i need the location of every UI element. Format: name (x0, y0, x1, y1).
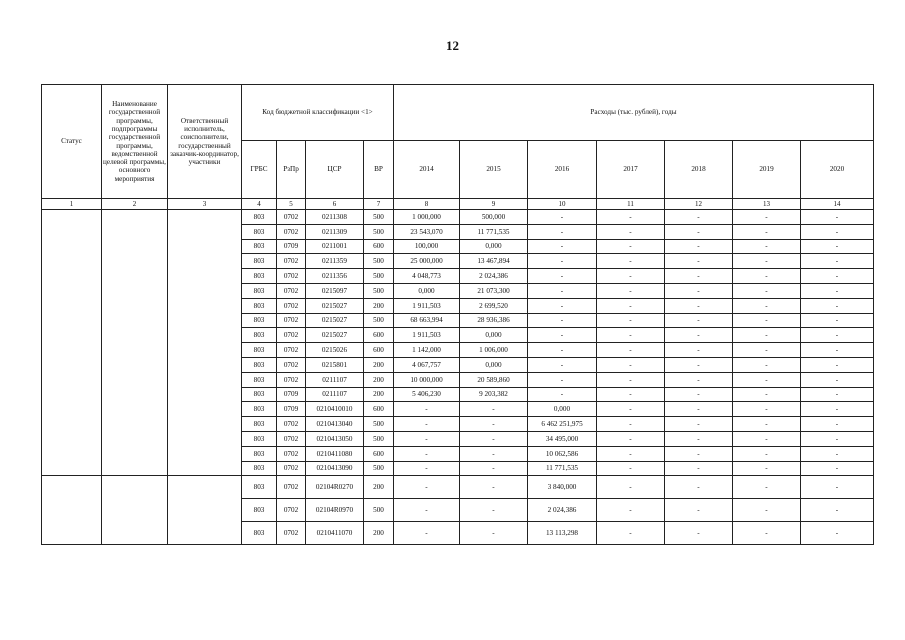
cell-y2020: - (801, 343, 874, 358)
cell-y2020: - (801, 372, 874, 387)
cell-csr: 02104R0970 (306, 499, 364, 522)
cell-rzpr: 0709 (277, 387, 306, 402)
cell-y2017: - (597, 254, 665, 269)
cell-csr: 0215027 (306, 298, 364, 313)
cell-y2018: - (665, 343, 733, 358)
cell-y2017: - (597, 402, 665, 417)
cell-y2014: 100,000 (394, 239, 460, 254)
cell-vr: 600 (364, 328, 394, 343)
cell-csr: 0210411070 (306, 522, 364, 545)
cell-y2014: 4 067,757 (394, 357, 460, 372)
header-name: Наименование государственной программы, подпрограммы государственной программы, ведомственной целевой программы, основного мероприятия (102, 85, 168, 199)
cell-y2015: 0,000 (460, 328, 528, 343)
cell-y2018: - (665, 446, 733, 461)
cell-y2018: - (665, 372, 733, 387)
cell-y2015: 500,000 (460, 210, 528, 225)
cell-y2015: 2 024,386 (460, 269, 528, 284)
cell-y2014: 1 142,000 (394, 343, 460, 358)
cell-y2014: - (394, 522, 460, 545)
cell-vr: 600 (364, 446, 394, 461)
cell-vr: 500 (364, 269, 394, 284)
group2-merged-cell (42, 476, 102, 545)
cell-rzpr: 0702 (277, 476, 306, 499)
column-number: 3 (168, 199, 242, 210)
cell-vr: 500 (364, 461, 394, 476)
cell-y2017: - (597, 461, 665, 476)
cell-csr: 0215027 (306, 313, 364, 328)
cell-y2018: - (665, 328, 733, 343)
header-vr: ВР (364, 141, 394, 199)
cell-grbs: 803 (242, 343, 277, 358)
cell-y2020: - (801, 254, 874, 269)
cell-csr: 0211107 (306, 372, 364, 387)
cell-rzpr: 0702 (277, 269, 306, 284)
cell-y2016: 13 113,298 (528, 522, 597, 545)
header-year: 2020 (801, 141, 874, 199)
cell-y2018: - (665, 298, 733, 313)
cell-csr: 0210413040 (306, 417, 364, 432)
header-rzpr: РзПр (277, 141, 306, 199)
cell-y2019: - (733, 239, 801, 254)
cell-csr: 0215801 (306, 357, 364, 372)
cell-y2014: 5 406,230 (394, 387, 460, 402)
cell-y2019: - (733, 343, 801, 358)
cell-vr: 600 (364, 239, 394, 254)
cell-rzpr: 0709 (277, 239, 306, 254)
cell-y2020: - (801, 224, 874, 239)
page-number: 12 (446, 38, 459, 53)
column-number: 10 (528, 199, 597, 210)
cell-y2015: 0,000 (460, 357, 528, 372)
cell-csr: 0215027 (306, 328, 364, 343)
cell-vr: 500 (364, 417, 394, 432)
cell-y2019: - (733, 210, 801, 225)
header-budget-code: Код бюджетной классификации <1> (242, 85, 394, 141)
cell-y2019: - (733, 446, 801, 461)
cell-vr: 600 (364, 402, 394, 417)
cell-grbs: 803 (242, 298, 277, 313)
cell-y2015: - (460, 402, 528, 417)
cell-grbs: 803 (242, 372, 277, 387)
cell-y2020: - (801, 239, 874, 254)
cell-y2020: - (801, 269, 874, 284)
cell-vr: 600 (364, 343, 394, 358)
cell-y2015: 21 073,300 (460, 283, 528, 298)
cell-y2020: - (801, 402, 874, 417)
cell-y2017: - (597, 210, 665, 225)
cell-y2016: 2 024,386 (528, 499, 597, 522)
cell-y2019: - (733, 402, 801, 417)
cell-y2014: - (394, 476, 460, 499)
cell-csr: 02104R0270 (306, 476, 364, 499)
column-number: 12 (665, 199, 733, 210)
cell-y2014: 0,000 (394, 283, 460, 298)
cell-y2014: - (394, 461, 460, 476)
cell-y2018: - (665, 522, 733, 545)
cell-rzpr: 0702 (277, 343, 306, 358)
group2-merged-cell (168, 476, 242, 545)
cell-y2015: - (460, 476, 528, 499)
cell-y2015: 0,000 (460, 239, 528, 254)
cell-y2020: - (801, 476, 874, 499)
cell-y2017: - (597, 343, 665, 358)
column-number: 14 (801, 199, 874, 210)
cell-y2019: - (733, 357, 801, 372)
cell-y2016: 0,000 (528, 402, 597, 417)
cell-y2016: - (528, 343, 597, 358)
cell-y2018: - (665, 476, 733, 499)
cell-csr: 0211107 (306, 387, 364, 402)
cell-y2020: - (801, 461, 874, 476)
cell-y2017: - (597, 446, 665, 461)
cell-rzpr: 0702 (277, 417, 306, 432)
header-year: 2015 (460, 141, 528, 199)
cell-y2016: - (528, 210, 597, 225)
cell-csr: 0215097 (306, 283, 364, 298)
cell-y2019: - (733, 269, 801, 284)
cell-y2017: - (597, 387, 665, 402)
cell-y2015: - (460, 461, 528, 476)
cell-y2018: - (665, 402, 733, 417)
cell-y2018: - (665, 431, 733, 446)
cell-csr: 0211001 (306, 239, 364, 254)
header-csr: ЦСР (306, 141, 364, 199)
cell-csr: 0215026 (306, 343, 364, 358)
cell-y2020: - (801, 499, 874, 522)
header-year: 2019 (733, 141, 801, 199)
cell-vr: 500 (364, 431, 394, 446)
cell-y2015: - (460, 446, 528, 461)
cell-y2016: 10 062,586 (528, 446, 597, 461)
cell-y2016: - (528, 269, 597, 284)
cell-grbs: 803 (242, 328, 277, 343)
cell-y2019: - (733, 417, 801, 432)
cell-grbs: 803 (242, 357, 277, 372)
cell-y2015: 28 936,386 (460, 313, 528, 328)
cell-grbs: 803 (242, 402, 277, 417)
cell-grbs: 803 (242, 239, 277, 254)
cell-grbs: 803 (242, 476, 277, 499)
cell-y2018: - (665, 283, 733, 298)
cell-csr: 0211309 (306, 224, 364, 239)
cell-y2015: 9 203,382 (460, 387, 528, 402)
cell-y2014: - (394, 431, 460, 446)
cell-rzpr: 0702 (277, 283, 306, 298)
cell-y2020: - (801, 431, 874, 446)
cell-grbs: 803 (242, 499, 277, 522)
cell-y2014: 10 000,000 (394, 372, 460, 387)
cell-y2017: - (597, 239, 665, 254)
column-number: 5 (277, 199, 306, 210)
header-year: 2014 (394, 141, 460, 199)
cell-y2016: 6 462 251,975 (528, 417, 597, 432)
cell-y2020: - (801, 387, 874, 402)
header-status: Статус (42, 85, 102, 199)
cell-y2015: - (460, 431, 528, 446)
cell-y2016: 34 495,000 (528, 431, 597, 446)
cell-y2020: - (801, 522, 874, 545)
cell-y2019: - (733, 387, 801, 402)
table-row (42, 476, 874, 499)
cell-grbs: 803 (242, 210, 277, 225)
cell-rzpr: 0702 (277, 298, 306, 313)
cell-y2014: 23 543,070 (394, 224, 460, 239)
column-number: 11 (597, 199, 665, 210)
cell-y2017: - (597, 522, 665, 545)
cell-y2016: - (528, 328, 597, 343)
column-number: 2 (102, 199, 168, 210)
cell-vr: 200 (364, 372, 394, 387)
cell-grbs: 803 (242, 446, 277, 461)
cell-y2019: - (733, 522, 801, 545)
group1-merged-cell (102, 210, 168, 476)
header-grbs: ГРБС (242, 141, 277, 199)
cell-y2020: - (801, 328, 874, 343)
cell-grbs: 803 (242, 283, 277, 298)
column-number: 13 (733, 199, 801, 210)
cell-y2016: - (528, 224, 597, 239)
cell-grbs: 803 (242, 417, 277, 432)
cell-grbs: 803 (242, 269, 277, 284)
cell-y2017: - (597, 224, 665, 239)
cell-y2016: - (528, 283, 597, 298)
cell-y2017: - (597, 298, 665, 313)
cell-y2014: - (394, 499, 460, 522)
cell-rzpr: 0702 (277, 210, 306, 225)
cell-y2019: - (733, 298, 801, 313)
cell-y2019: - (733, 476, 801, 499)
cell-rzpr: 0702 (277, 254, 306, 269)
cell-y2018: - (665, 224, 733, 239)
cell-y2019: - (733, 224, 801, 239)
header-year: 2017 (597, 141, 665, 199)
cell-vr: 200 (364, 522, 394, 545)
cell-grbs: 803 (242, 254, 277, 269)
group2-merged-cell (102, 476, 168, 545)
cell-y2016: - (528, 239, 597, 254)
cell-y2019: - (733, 283, 801, 298)
cell-y2015: 13 467,894 (460, 254, 528, 269)
cell-y2014: 25 000,000 (394, 254, 460, 269)
cell-y2015: 20 589,860 (460, 372, 528, 387)
cell-grbs: 803 (242, 461, 277, 476)
cell-y2015: 11 771,535 (460, 224, 528, 239)
cell-csr: 0211359 (306, 254, 364, 269)
cell-y2018: - (665, 387, 733, 402)
cell-y2018: - (665, 461, 733, 476)
column-numbers-row (42, 199, 874, 210)
cell-y2020: - (801, 283, 874, 298)
cell-csr: 0210413050 (306, 431, 364, 446)
cell-rzpr: 0702 (277, 446, 306, 461)
header-year: 2018 (665, 141, 733, 199)
cell-y2015: - (460, 499, 528, 522)
cell-y2020: - (801, 357, 874, 372)
cell-y2016: - (528, 298, 597, 313)
cell-vr: 500 (364, 313, 394, 328)
cell-y2018: - (665, 357, 733, 372)
group1-merged-cell (42, 210, 102, 476)
cell-y2017: - (597, 499, 665, 522)
cell-rzpr: 0702 (277, 372, 306, 387)
cell-grbs: 803 (242, 431, 277, 446)
cell-rzpr: 0702 (277, 328, 306, 343)
header-responsible: Ответственный исполнитель, соисполнители, государственный заказчик-координатор, участники (168, 85, 242, 199)
header-expenses: Расходы (тыс. рублей), годы (394, 85, 874, 141)
cell-rzpr: 0702 (277, 313, 306, 328)
cell-y2017: - (597, 417, 665, 432)
cell-y2014: 68 663,994 (394, 313, 460, 328)
column-number: 8 (394, 199, 460, 210)
cell-y2020: - (801, 313, 874, 328)
cell-grbs: 803 (242, 387, 277, 402)
cell-vr: 200 (364, 476, 394, 499)
budget-expenses-table (41, 84, 874, 545)
cell-y2019: - (733, 372, 801, 387)
column-number: 1 (42, 199, 102, 210)
cell-y2017: - (597, 431, 665, 446)
cell-y2016: - (528, 313, 597, 328)
cell-y2014: 1 000,000 (394, 210, 460, 225)
cell-y2016: 11 771,535 (528, 461, 597, 476)
cell-y2017: - (597, 283, 665, 298)
cell-vr: 500 (364, 254, 394, 269)
cell-y2019: - (733, 328, 801, 343)
cell-y2017: - (597, 476, 665, 499)
cell-vr: 500 (364, 499, 394, 522)
cell-y2014: 1 911,503 (394, 298, 460, 313)
cell-y2018: - (665, 239, 733, 254)
cell-vr: 500 (364, 210, 394, 225)
cell-y2018: - (665, 313, 733, 328)
cell-vr: 500 (364, 224, 394, 239)
cell-rzpr: 0702 (277, 431, 306, 446)
cell-y2015: - (460, 417, 528, 432)
cell-y2020: - (801, 446, 874, 461)
cell-csr: 0211356 (306, 269, 364, 284)
cell-y2018: - (665, 254, 733, 269)
cell-vr: 200 (364, 357, 394, 372)
cell-csr: 0210411080 (306, 446, 364, 461)
cell-y2016: - (528, 387, 597, 402)
cell-rzpr: 0709 (277, 402, 306, 417)
column-number: 4 (242, 199, 277, 210)
table-row (42, 210, 874, 225)
cell-rzpr: 0702 (277, 499, 306, 522)
cell-grbs: 803 (242, 313, 277, 328)
cell-y2019: - (733, 431, 801, 446)
cell-y2018: - (665, 210, 733, 225)
cell-csr: 0210413090 (306, 461, 364, 476)
cell-y2018: - (665, 499, 733, 522)
cell-rzpr: 0702 (277, 461, 306, 476)
cell-y2017: - (597, 357, 665, 372)
cell-y2014: 1 911,503 (394, 328, 460, 343)
cell-y2014: 4 048,773 (394, 269, 460, 284)
cell-y2020: - (801, 417, 874, 432)
cell-y2016: 3 840,000 (528, 476, 597, 499)
cell-y2016: - (528, 357, 597, 372)
cell-y2014: - (394, 446, 460, 461)
cell-y2015: 2 699,520 (460, 298, 528, 313)
cell-rzpr: 0702 (277, 522, 306, 545)
cell-y2015: 1 006,000 (460, 343, 528, 358)
cell-y2017: - (597, 328, 665, 343)
cell-y2017: - (597, 372, 665, 387)
cell-y2017: - (597, 269, 665, 284)
cell-y2016: - (528, 372, 597, 387)
column-number: 9 (460, 199, 528, 210)
cell-csr: 0210410010 (306, 402, 364, 417)
cell-y2016: - (528, 254, 597, 269)
cell-y2020: - (801, 210, 874, 225)
cell-csr: 0211308 (306, 210, 364, 225)
cell-rzpr: 0702 (277, 357, 306, 372)
cell-y2019: - (733, 313, 801, 328)
cell-y2014: - (394, 402, 460, 417)
cell-y2019: - (733, 499, 801, 522)
cell-y2020: - (801, 298, 874, 313)
column-number: 6 (306, 199, 364, 210)
cell-vr: 200 (364, 387, 394, 402)
cell-vr: 500 (364, 283, 394, 298)
cell-y2018: - (665, 417, 733, 432)
cell-vr: 200 (364, 298, 394, 313)
cell-y2014: - (394, 417, 460, 432)
cell-rzpr: 0702 (277, 224, 306, 239)
cell-y2018: - (665, 269, 733, 284)
header-year: 2016 (528, 141, 597, 199)
cell-y2017: - (597, 313, 665, 328)
group1-merged-cell (168, 210, 242, 476)
cell-grbs: 803 (242, 224, 277, 239)
column-number: 7 (364, 199, 394, 210)
cell-y2019: - (733, 254, 801, 269)
cell-y2015: - (460, 522, 528, 545)
table-body (42, 210, 874, 545)
cell-grbs: 803 (242, 522, 277, 545)
cell-y2019: - (733, 461, 801, 476)
